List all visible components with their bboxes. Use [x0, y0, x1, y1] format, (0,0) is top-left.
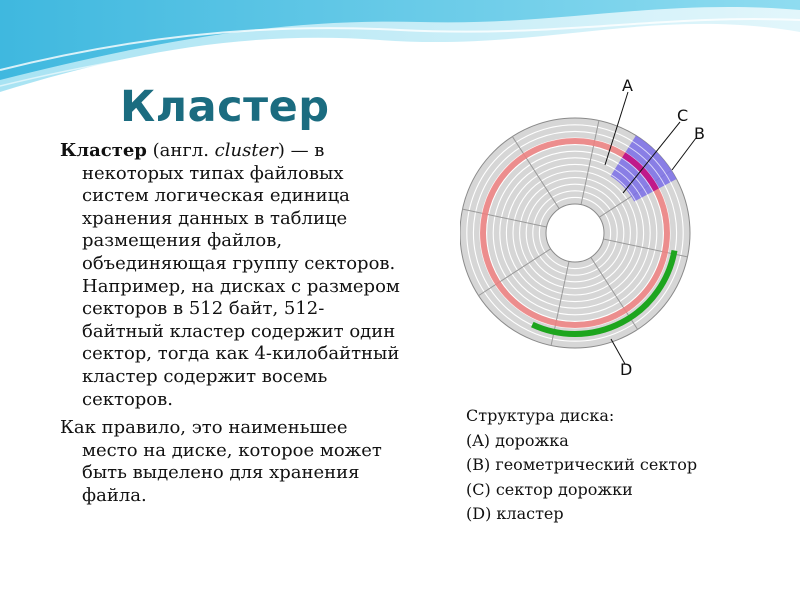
- body-text: [60, 140, 400, 514]
- pointer-line-b: [672, 138, 696, 170]
- legend-item-cluster: (D) кластер: [466, 504, 564, 523]
- term-bold: Кластер: [60, 140, 147, 161]
- term-prefix: (англ.: [146, 140, 215, 161]
- slide-title: Кластер: [120, 82, 330, 132]
- legend-item-track-sector: (C) сектор дорожки: [466, 479, 633, 499]
- label-d: D: [620, 360, 633, 379]
- disk-hub: [546, 204, 604, 262]
- disk-structure-diagram: [460, 75, 720, 385]
- legend-item-geometric-sector: (B) геометрический сектор: [466, 455, 698, 474]
- definition-paragraph: [60, 140, 400, 411]
- note-paragraph: Как правило, это наименьшее место на диске, которое может быть выделено для хранения файла.: [60, 417, 382, 506]
- label-c: C: [677, 106, 689, 125]
- term-english: cluster: [214, 140, 278, 161]
- label-a: A: [622, 76, 633, 95]
- label-b: B: [694, 124, 705, 143]
- legend-title: Структура диска:: [466, 406, 615, 425]
- legend-item-track: (A) дорожка: [466, 430, 569, 450]
- disk-legend: [466, 404, 697, 527]
- definition-text: ) — в некоторых типах файловых систем логическая единица хранения данных в таблице размещения файлов, объединяющая группу секторов. Например, на дисках с размером секторов в 512 байт, 512-байтный кластер содержит один сектор, тогда как 4-килобайтный кластер содержит восемь секторов.: [82, 140, 400, 410]
